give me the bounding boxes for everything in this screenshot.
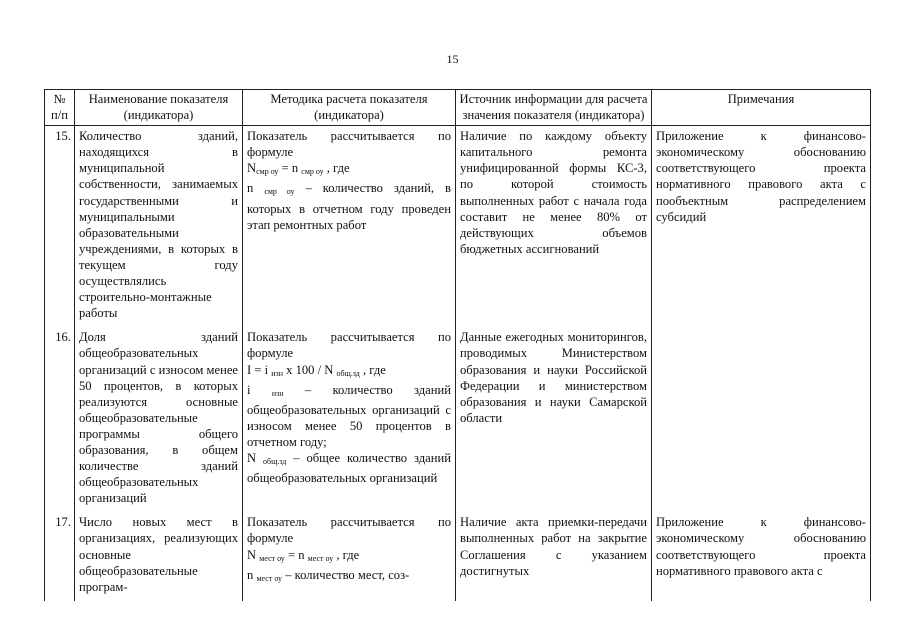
variable-definition: n $_{смр оу}$ – количество зданий, в которых в отчетном году проведен этап ремонтных работ xyxy=(247,181,451,232)
table-row xyxy=(45,327,871,512)
calculation-method xyxy=(243,126,456,328)
header-method: Методика расчета показателя (индикатора) xyxy=(243,90,456,126)
indicator-name: Доля зданий общеобразовательных организаций с износом менее 50 процентов, в которых реализуются основные общеобразовательные программы общего образования, в общем количестве зданий общеобразовательных организаций xyxy=(75,327,243,512)
information-source: Наличие акта приемки-передачи выполненных работ на закрытие Соглашения с указанием достигнутых xyxy=(456,512,652,600)
header-notes: Примечания xyxy=(652,90,871,126)
calculation-method xyxy=(243,512,456,600)
row-number: 16. xyxy=(45,327,75,512)
header-name: Наименование показателя (индикатора) xyxy=(75,90,243,126)
information-source: Наличие по каждому объекту капитального ремонта унифицированной формы КС-3, по которой стоимость выполненных работ с начала года составит не менее 80% от действующих объемов бюджетных ассигнований xyxy=(456,126,652,328)
formula: N $_{мест оу}$ = n $_{мест оу}$ , где xyxy=(247,547,360,563)
method-intro: Показатель рассчитывается по формуле xyxy=(247,515,451,546)
notes: Приложение к финансово-экономическому обоснованию соответствующего проекта нормативного правового акта с xyxy=(652,512,871,600)
method-intro: Показатель рассчитывается по формуле xyxy=(247,330,451,361)
information-source: Данные ежегодных мониторингов, проводимых Министерством образования и науки Российской Федерации и министерством образования и науки Самарской области xyxy=(456,327,652,512)
table-row xyxy=(45,126,871,328)
variable-definition: N $_{общ.зд}$ – общее количество зданий общеобразовательных организаций xyxy=(247,450,451,486)
variable-definition: n $_{мест оу}$ – количество мест, соз- xyxy=(247,567,410,583)
variable-definition: i $_{изн}$ – количество зданий общеобразовательных организаций с износом менее 50 процентов в отчетном году; xyxy=(247,382,451,449)
calculation-method xyxy=(243,327,456,512)
formula: I = i $_{изн}$ x 100 / N $_{общ.зд}$ , где xyxy=(247,362,386,378)
indicator-name: Количество зданий, находящихся в муниципальной собственности, занимаемых государственными и муниципальными образовательными учреждениями, в которых в текущем году осуществлялись строительно-монтажные работы xyxy=(75,126,243,328)
method-intro: Показатель рассчитывается по формуле xyxy=(247,129,451,160)
notes xyxy=(652,327,871,512)
table-row xyxy=(45,512,871,600)
row-number: 17. xyxy=(45,512,75,600)
header-source: Источник информации для расчета значения показателя (индикатора) xyxy=(456,90,652,126)
row-number: 15. xyxy=(45,126,75,328)
table-header-row xyxy=(45,90,871,126)
indicator-name: Число новых мест в организациях, реализующих основные общеобразовательные програм- xyxy=(75,512,243,600)
indicators-table xyxy=(44,89,871,601)
notes: Приложение к финансово-экономическому обоснованию соответствующего проекта нормативного правового акта с пообъектным распределением субсидий xyxy=(652,126,871,328)
formula: $N_{смр оу} = n$ $_{смр оу}$ , где xyxy=(247,161,350,177)
header-num: № п/п xyxy=(45,90,75,126)
page-number: 15 xyxy=(446,52,459,66)
